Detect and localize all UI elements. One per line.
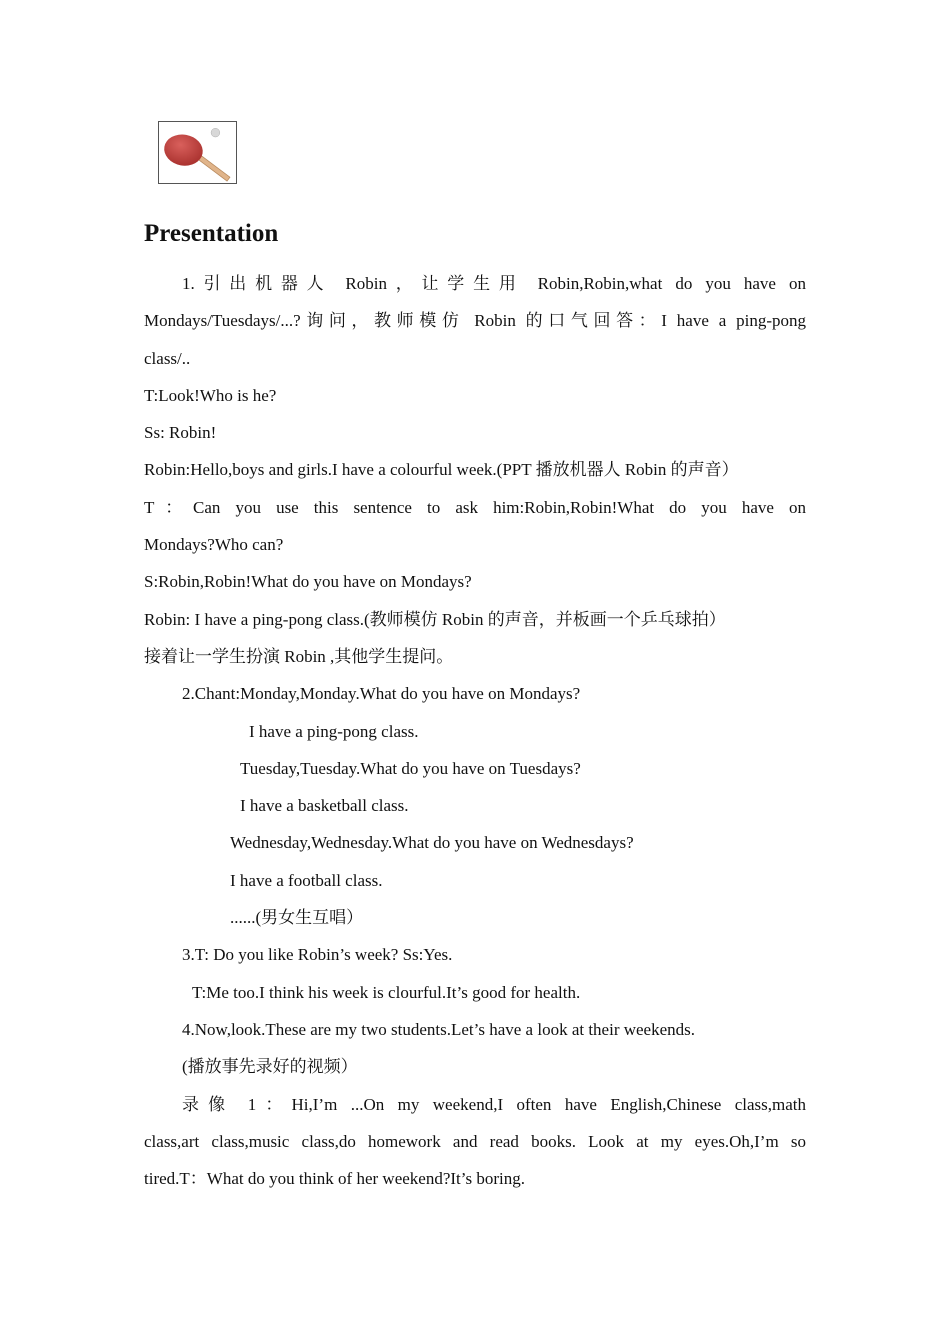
paragraph-line: (播放事先录好的视频） — [182, 1057, 358, 1077]
chant-line: ......(男女生互唱） — [230, 908, 364, 928]
chant-line: I have a football class. — [230, 870, 383, 890]
chant-line: I have a basketball class. — [240, 796, 409, 816]
dialogue-line: T：Can you use this sentence to ask him:Robin,Robin!What do you have on — [144, 497, 806, 517]
chant-line: Tuesday,Tuesday.What do you have on Tuesdays? — [240, 758, 581, 778]
paragraph-line: 录像 1：Hi,I’m ...On my weekend,I often have English,Chinese class,math — [182, 1094, 806, 1114]
paragraph-line: tired.T：What do you think of her weekend?It’s boring. — [144, 1169, 525, 1189]
paragraph-line: 1.引出机器人 Robin，让学生用 Robin,Robin,what do you have on — [182, 274, 806, 293]
dialogue-line: Ss: Robin! — [144, 423, 217, 443]
paragraph-line: class,art class,music class,do homework and read books. Look at my eyes.Oh,I’m so — [144, 1131, 806, 1151]
section-heading: Presentation — [144, 220, 279, 247]
dialogue-line: T:Look!Who is he? — [144, 385, 277, 405]
paragraph-line: 3.T: Do you like Robin’s week? Ss:Yes. — [182, 945, 453, 965]
dialogue-line: Robin: I have a ping-pong class.(教师模仿 Robin 的声音，并板画一个乒乓球拍） — [144, 609, 726, 629]
dialogue-line: Mondays?Who can? — [144, 535, 284, 555]
document-body — [144, 265, 806, 1197]
ping-pong-paddle-icon — [159, 122, 236, 183]
chant-line: Wednesday,Wednesday.What do you have on Wednesdays? — [230, 833, 634, 853]
paragraph-line: 接着让一学生扮演 Robin ,其他学生提问。 — [144, 646, 454, 666]
chant-line: 2.Chant:Monday,Monday.What do you have on Mondays? — [182, 684, 581, 704]
ping-pong-paddle-image — [158, 121, 237, 184]
paragraph-line: T:Me too.I think his week is clourful.It’s good for health. — [192, 982, 581, 1002]
paragraph-line: class/.. — [144, 348, 191, 368]
paragraph-line: 4.Now,look.These are my two students.Let’s have a look at their weekends. — [182, 1019, 696, 1039]
chant-line: I have a ping-pong class. — [249, 721, 419, 741]
dialogue-line: Robin:Hello,boys and girls.I have a colourful week.(PPT 播放机器人 Robin 的声音） — [144, 460, 739, 480]
paragraph-line: Mondays/Tuesdays/...?询问，教师模仿 Robin 的口气回答：I have a ping-pong — [144, 311, 806, 331]
dialogue-line: S:Robin,Robin!What do you have on Mondays? — [144, 572, 472, 592]
